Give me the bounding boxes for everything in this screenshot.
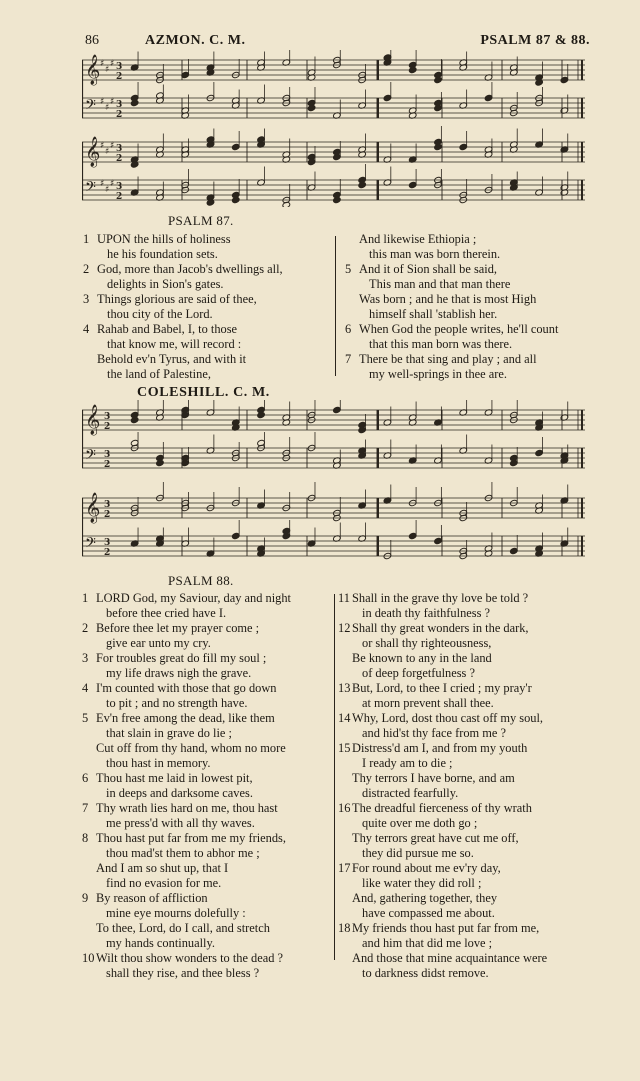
verse-line: And it of Sion shall be said, xyxy=(359,262,498,276)
verse-number: 5 xyxy=(82,711,89,725)
verse xyxy=(82,951,334,981)
tune-title-azmon: AZMON. C. M. xyxy=(145,33,246,48)
sharp-icon: ♯ xyxy=(110,179,115,189)
verse-number: 1 xyxy=(83,232,90,246)
verse-line: For round about me ev'ry day, xyxy=(352,861,501,875)
verse-line: To thee, Lord, do I call, and stretch xyxy=(96,921,270,935)
verse-line: Cut off from thy hand, whom no more xyxy=(96,741,286,755)
verse-number: 3 xyxy=(83,292,90,306)
verse-number: 18 xyxy=(338,921,351,935)
verse xyxy=(345,352,595,382)
verse-number: 2 xyxy=(83,262,90,276)
bass-clef-icon: 𝄢 xyxy=(85,97,96,117)
time-signature: 3 xyxy=(116,182,123,192)
sharp-icon: ♯ xyxy=(105,147,110,157)
verse-number: 4 xyxy=(83,322,90,336)
verse-line: Be known to any in the land xyxy=(352,651,492,665)
verse-line: Things glorious are said of thee, xyxy=(97,292,257,306)
verse-line: When God the people writes, he'll count xyxy=(359,322,559,336)
time-signature: 2 xyxy=(116,72,123,82)
time-signature: 2 xyxy=(104,510,111,520)
verse xyxy=(83,262,333,292)
verse-line: UPON the hills of holiness xyxy=(97,232,231,246)
verse-number: 2 xyxy=(82,621,89,635)
verse-line: in death thy faithfulness ? xyxy=(362,606,491,620)
bass-clef-icon: 𝄢 xyxy=(85,179,96,199)
verse-line: that know me, will record : xyxy=(107,337,242,351)
treble-clef-icon: 𝄞 xyxy=(85,493,101,523)
time-signature: 2 xyxy=(116,110,123,120)
verse-line: my well-springs in thee are. xyxy=(369,367,507,381)
verse-line: he his foundation sets. xyxy=(107,247,218,261)
psalm-88-right-column xyxy=(338,591,590,981)
verse xyxy=(83,322,333,382)
verse-line: thou city of the Lord. xyxy=(107,307,213,321)
time-signature: 3 xyxy=(104,538,111,548)
verse-number: 13 xyxy=(338,681,351,695)
note-head xyxy=(383,94,392,101)
verse xyxy=(83,232,333,262)
verse-number: 7 xyxy=(82,801,89,815)
verse xyxy=(338,711,590,741)
verse-line: Behold ev'n Tyrus, and with it xyxy=(97,352,247,366)
time-signature: 2 xyxy=(116,192,123,202)
time-signature: 3 xyxy=(116,144,123,154)
page-number: 86 xyxy=(85,33,99,48)
verse xyxy=(338,801,590,861)
psalm-reference: PSALM 87 & 88. xyxy=(480,33,590,48)
treble-clef-icon: 𝄞 xyxy=(85,137,101,167)
verse-line: And those that mine acquaintance were xyxy=(352,951,548,965)
verse-line: Shall in the grave thy love be told ? xyxy=(352,591,529,605)
verse-line: But, Lord, to thee I cried ; my pray'r xyxy=(352,681,532,695)
verse-line: Before thee let my prayer come ; xyxy=(96,621,260,635)
verse-line: thou mad'st them to abhor me ; xyxy=(106,846,260,860)
psalm-87-heading: PSALM 87. xyxy=(168,213,234,228)
verse xyxy=(338,681,590,711)
verse-line: that slain in grave do lie ; xyxy=(106,726,232,740)
time-signature: 2 xyxy=(116,154,123,164)
sharp-icon: ♯ xyxy=(110,97,115,107)
verse-line: Was born ; and he that is most High xyxy=(359,292,537,306)
verse xyxy=(338,741,590,801)
verse xyxy=(82,681,334,711)
note-head xyxy=(535,449,544,456)
verse-line: And, gathering together, they xyxy=(352,891,498,905)
verse-line: and hid'st thy face from me ? xyxy=(362,726,506,740)
verse-line: Distress'd am I, and from my youth xyxy=(352,741,528,755)
verse xyxy=(82,891,334,951)
verse-number: 4 xyxy=(82,681,89,695)
verse-line: This man and that man there xyxy=(369,277,511,291)
verse-line: give ear unto my cry. xyxy=(106,636,211,650)
verse-line: delights in Sion's gates. xyxy=(107,277,224,291)
verse-line: to darkness didst remove. xyxy=(362,966,489,980)
sharp-icon: ♯ xyxy=(100,141,105,151)
sharp-icon: ♯ xyxy=(100,59,105,69)
verse-line: mine eye mourns dolefully : xyxy=(106,906,246,920)
psalm-87-right-column xyxy=(345,232,595,382)
verse xyxy=(338,591,590,621)
verse-line: Wilt thou show wonders to the dead ? xyxy=(96,951,284,965)
verse-line: this man was born therein. xyxy=(369,247,501,261)
psalm-87-left-column xyxy=(83,232,333,382)
verse-line: before thee cried have I. xyxy=(106,606,227,620)
verse-line: they did pursue me so. xyxy=(362,846,474,860)
note-head xyxy=(459,143,468,150)
verse-number: 3 xyxy=(82,651,89,665)
verse-line: Thou hast put far from me my friends, xyxy=(96,831,286,845)
verse-line: And likewise Ethiopia ; xyxy=(359,232,477,246)
verse-line: And I am so shut up, that I xyxy=(96,861,229,875)
verse xyxy=(345,322,595,352)
verse-line: I'm counted with those that go down xyxy=(96,681,277,695)
sharp-icon: ♯ xyxy=(110,141,115,151)
verse xyxy=(82,711,334,771)
psalm-88-left-column xyxy=(82,591,334,981)
verse-line: God, more than Jacob's dwellings all, xyxy=(97,262,283,276)
music-score-azmon xyxy=(82,50,587,207)
verse xyxy=(82,621,334,651)
verse-number: 12 xyxy=(338,621,351,635)
time-signature: 3 xyxy=(104,450,111,460)
verse-line: that this man born was there. xyxy=(369,337,513,351)
note-head xyxy=(434,537,443,544)
bass-clef-icon: 𝄢 xyxy=(85,447,96,467)
verse-line: at morn prevent shall thee. xyxy=(362,696,494,710)
verse-line: By reason of affliction xyxy=(96,891,208,905)
sharp-icon: ♯ xyxy=(105,103,110,113)
verse xyxy=(83,292,333,322)
verse-line: in deeps and darksome caves. xyxy=(106,786,253,800)
psalm-88-heading: PSALM 88. xyxy=(168,573,234,588)
verse-line: me press'd with all thy waves. xyxy=(106,816,255,830)
verse-line: The dreadful fierceness of thy wrath xyxy=(352,801,532,815)
verse-line: Ev'n free among the dead, like them xyxy=(96,711,275,725)
time-signature: 2 xyxy=(104,422,111,432)
verse-line: like water they did roll ; xyxy=(362,876,482,890)
tune-title-coleshill: COLESHILL. C. M. xyxy=(137,385,270,400)
verse-line: Why, Lord, dost thou cast off my soul, xyxy=(352,711,544,725)
verse-line: to pit ; and no strength have. xyxy=(106,696,248,710)
verse-line: of deep forgetfulness ? xyxy=(362,666,475,680)
verse-line: have compassed me about. xyxy=(362,906,495,920)
verse-number: 5 xyxy=(345,262,352,276)
verse-number: 9 xyxy=(82,891,89,905)
verse-number: 14 xyxy=(338,711,351,725)
verse-line: distracted fearfully. xyxy=(362,786,459,800)
verse-line: Shall thy great wonders in the dark, xyxy=(352,621,529,635)
verse-line: shall they rise, and thee bless ? xyxy=(106,966,260,980)
verse-line: There be that sing and play ; and all xyxy=(359,352,537,366)
verse-line: thou hast in memory. xyxy=(106,756,211,770)
time-signature: 3 xyxy=(116,100,123,110)
verse-line: For troubles great do fill my soul ; xyxy=(96,651,267,665)
verse-line: and him that did me love ; xyxy=(362,936,493,950)
page-header xyxy=(85,33,590,51)
verse xyxy=(82,831,334,891)
verse-line: Thou hast me laid in lowest pit, xyxy=(96,771,253,785)
verse xyxy=(338,621,590,681)
verse-number: 10 xyxy=(82,951,95,965)
verse-line: the land of Palestine, xyxy=(107,367,211,381)
verse-line: my life draws nigh the grave. xyxy=(106,666,252,680)
sharp-icon: ♯ xyxy=(105,185,110,195)
score-svg-coleshill xyxy=(82,400,587,573)
column-divider-87 xyxy=(335,236,336,376)
note-head xyxy=(484,94,493,101)
verse-line: himself shall 'stablish her. xyxy=(369,307,498,321)
verse-number: 8 xyxy=(82,831,89,845)
column-divider-88 xyxy=(334,594,335,960)
verse xyxy=(82,801,334,831)
verse-number: 15 xyxy=(338,741,351,755)
time-signature: 3 xyxy=(116,62,123,72)
score-svg-azmon xyxy=(82,50,587,207)
verse-line: Thy terrors great have cut me off, xyxy=(352,831,519,845)
verse xyxy=(345,232,595,262)
verse xyxy=(338,861,590,921)
sharp-icon: ♯ xyxy=(110,59,115,69)
verse-line: I ready am to die ; xyxy=(362,756,453,770)
verse-number: 6 xyxy=(82,771,89,785)
bass-clef-icon: 𝄢 xyxy=(85,535,96,555)
verse-line: Thy terrors I have borne, and am xyxy=(352,771,515,785)
verse-line: my hands continually. xyxy=(106,936,215,950)
verse-number: 16 xyxy=(338,801,351,815)
verse-line: LORD God, my Saviour, day and night xyxy=(96,591,291,605)
sharp-icon: ♯ xyxy=(105,65,110,75)
verse-line: quite over me doth go ; xyxy=(362,816,478,830)
verse xyxy=(338,921,590,981)
verse-number: 17 xyxy=(338,861,351,875)
time-signature: 3 xyxy=(104,412,111,422)
time-signature: 2 xyxy=(104,548,111,558)
treble-clef-icon: 𝄞 xyxy=(85,405,101,435)
verse xyxy=(345,262,595,322)
verse-line: find no evasion for me. xyxy=(106,876,222,890)
music-score-coleshill xyxy=(82,400,587,573)
note-head xyxy=(408,181,417,188)
verse-line: or shall thy righteousness, xyxy=(362,636,492,650)
sharp-icon: ♯ xyxy=(100,97,105,107)
time-signature: 2 xyxy=(104,460,111,470)
note-head xyxy=(231,143,240,150)
verse xyxy=(82,771,334,801)
verse-number: 1 xyxy=(82,591,89,605)
note-head xyxy=(333,406,342,413)
note-head xyxy=(408,532,417,539)
note-head xyxy=(560,76,569,83)
time-signature: 3 xyxy=(104,500,111,510)
verse-number: 7 xyxy=(345,352,352,366)
verse-line: My friends thou hast put far from me, xyxy=(352,921,540,935)
verse-line: Rahab and Babel, I, to those xyxy=(97,322,238,336)
verse-number: 6 xyxy=(345,322,352,336)
verse-number: 11 xyxy=(338,591,350,605)
sharp-icon: ♯ xyxy=(100,179,105,189)
note-head xyxy=(510,547,519,554)
treble-clef-icon: 𝄞 xyxy=(85,55,101,85)
verse xyxy=(82,651,334,681)
verse-line: Thy wrath lies hard on me, thou hast xyxy=(96,801,278,815)
verse xyxy=(82,591,334,621)
note-head xyxy=(231,532,240,539)
